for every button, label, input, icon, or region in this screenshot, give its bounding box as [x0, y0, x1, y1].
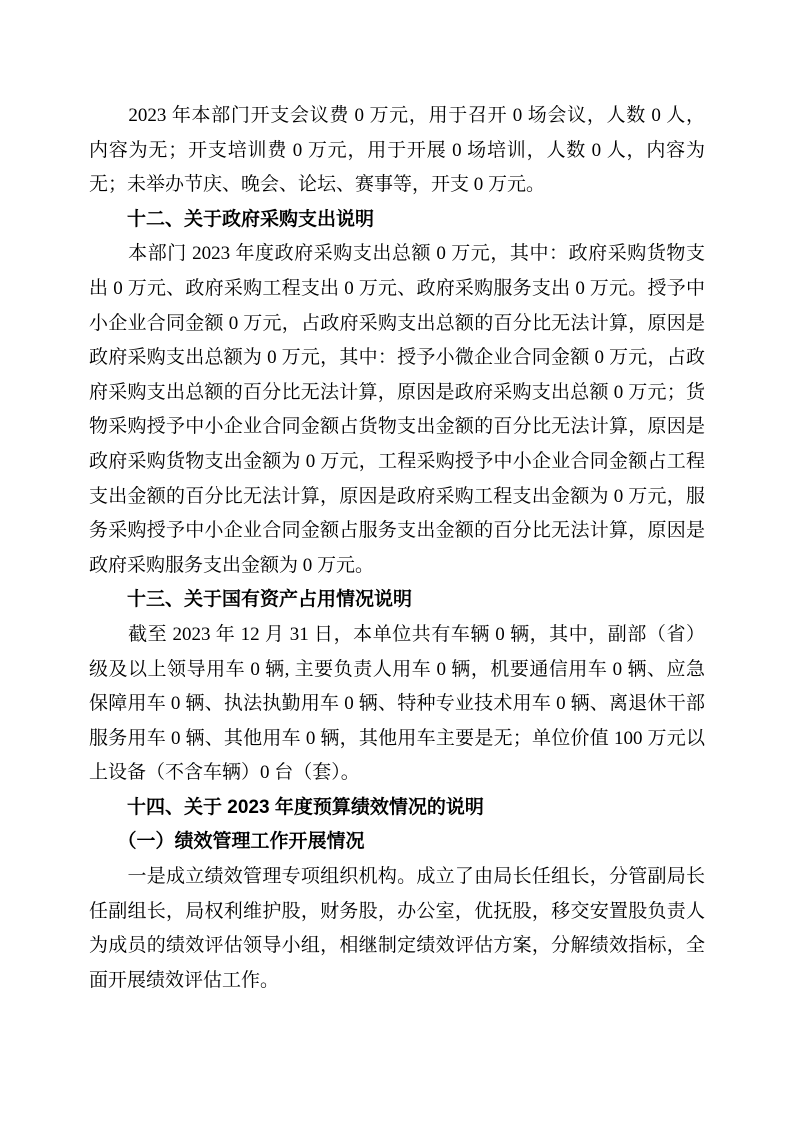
para-meeting-training-expense-line-1: 2023 年本部门开支会议费 0 万元，用于召开 0 场会议，人数 0 人， [89, 105, 705, 126]
para-government-procurement-line-5: 府采购支出总额的百分比无法计算，原因是政府采购支出总额 0 万元；货 [89, 381, 705, 403]
section-13-heading: 十三、关于国有资产占用情况说明 [89, 589, 413, 611]
para-government-procurement-line-3: 小企业合同金额 0 万元，占政府采购支出总额的百分比无法计算，原因是 [89, 312, 705, 334]
para-meeting-training-expense-line-2: 内容为无；开支培训费 0 万元，用于开展 0 场培训，人数 0 人，内容为 [89, 139, 705, 161]
para-performance-management-line-1: 一是成立绩效管理专项组织机构。成立了由局长任组长，分管副局长 [89, 866, 705, 888]
document-body [89, 99, 705, 998]
para-state-assets-line-4: 服务用车 0 辆、其他用车 0 辆，其他用车主要是无；单位价值 100 万元以 [89, 727, 705, 749]
para-state-assets-line-3: 保障用车 0 辆、执法执勤用车 0 辆、特种专业技术用车 0 辆、离退休干部 [89, 693, 705, 715]
para-state-assets-line-5: 上设备（不含车辆）0 台（套）。 [89, 762, 360, 784]
para-government-procurement-line-2: 出 0 万元、政府采购工程支出 0 万元、政府采购服务支出 0 万元。授予中 [89, 277, 705, 299]
para-state-assets-line-2: 级及以上领导用车 0 辆, 主要负责人用车 0 辆，机要通信用车 0 辆、应急 [89, 658, 705, 680]
para-government-procurement-line-9: 务采购授予中小企业合同金额占服务支出金额的百分比无法计算，原因是 [89, 520, 705, 542]
subsection-1-heading: （一）绩效管理工作开展情况 [89, 831, 365, 853]
para-state-assets-line-1: 截至 2023 年 12 月 31 日，本单位共有车辆 0 辆，其中，副部（省） [89, 623, 705, 645]
para-performance-management-line-4: 面开展绩效评估工作。 [89, 969, 280, 991]
para-meeting-training-expense-line-3: 无；未举办节庆、晚会、论坛、赛事等，开支 0 万元。 [89, 174, 546, 196]
para-government-procurement-line-8: 支出金额的百分比无法计算，原因是政府采购工程支出金额为 0 万元，服 [89, 485, 705, 507]
section-12-heading: 十二、关于政府采购支出说明 [89, 208, 375, 230]
section-14-heading: 十四、关于 2023 年度预算绩效情况的说明 [89, 796, 484, 818]
para-government-procurement-line-1: 本部门 2023 年度政府采购支出总额 0 万元，其中：政府采购货物支 [89, 243, 705, 265]
para-government-procurement-line-6: 物采购授予中小企业合同金额占货物支出金额的百分比无法计算，原因是 [89, 416, 705, 438]
para-government-procurement-line-10: 政府采购服务支出金额为 0 万元。 [89, 554, 375, 576]
para-performance-management-line-3: 为成员的绩效评估领导小组，相继制定绩效评估方案，分解绩效指标，全 [89, 935, 705, 957]
para-government-procurement-line-4: 政府采购支出总额为 0 万元，其中：授予小微企业合同金额 0 万元，占政 [89, 347, 705, 369]
para-government-procurement-line-7: 政府采购货物支出金额为 0 万元，工程采购授予中小企业合同金额占工程 [89, 450, 705, 472]
para-performance-management-line-2: 任副组长，局权利维护股，财务股，办公室，优抚股，移交安置股负责人 [89, 900, 705, 922]
